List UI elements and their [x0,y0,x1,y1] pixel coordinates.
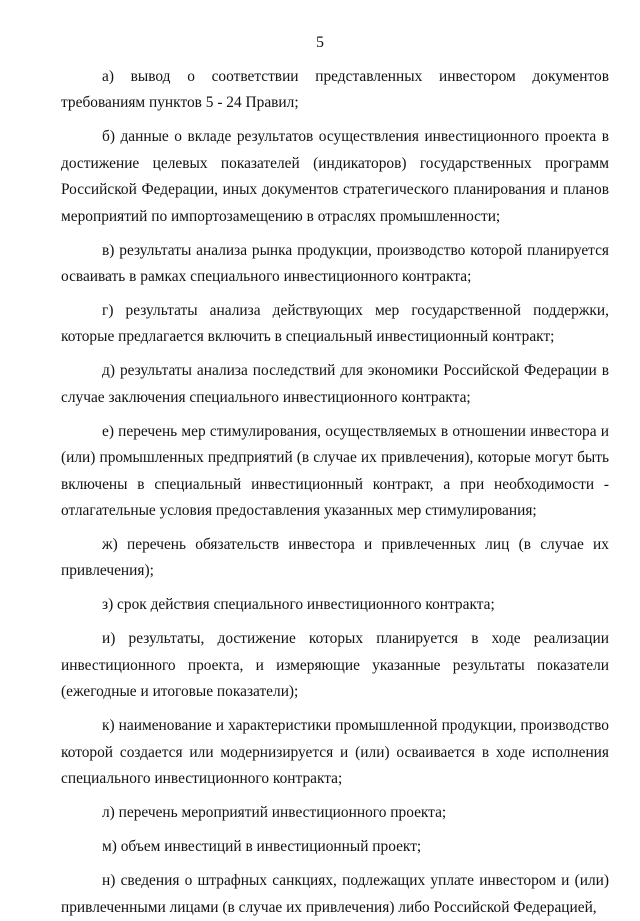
paragraph-k: к) наименование и характеристики промышленной продукции, производство которой создается или модернизируется и (или) осваивается в ходе исполнения специального инвестиционного контракта; [61,717,609,788]
page-number: 5 [316,34,324,51]
paragraph-d: д) результаты анализа последствий для экономики Российской Федерации в случае заключения специального инвестиционного контракта; [61,362,609,406]
paragraph-g: г) результаты анализа действующих мер государственной поддержки, которые предлагается включить в специальный инвестиционный контракт; [61,302,609,346]
paragraph-v: в) результаты анализа рынка продукции, производство которой планируется осваивать в рамках специального инвестиционного контракта; [61,241,609,286]
paragraph-l: л) перечень мероприятий инвестиционного проекта; [102,804,447,822]
paragraph-e: е) перечень мер стимулирования, осуществляемых в отношении инвестора и (или) промышленных предприятий (в случае их привлечения), которые могут быть включены в специальный инвестиционный контракт, а при необходимости - отлагательные условия предоставления указанных мер стимулирования; [61,422,609,520]
paragraph-a: а) вывод о соответствии представленных инвестором документов требованиям пунктов 5 - 24 Правил; [61,68,609,112]
paragraph-n: н) сведения о штрафных санкциях, подлежащих уплате инвестором и (или) привлеченными лицами (в случае их привлечения) либо Российской Федерацией, [61,872,609,916]
paragraph-z: з) срок действия специального инвестиционного контракта; [102,596,495,614]
paragraph-zh: ж) перечень обязательств инвестора и привлеченных лиц (в случае их привлечения); [61,536,609,580]
paragraph-i: и) результаты, достижение которых планируется в ходе реализации инвестиционного проекта, и измеряющие указанные результаты показатели (ежегодные и итоговые показатели); [61,630,609,701]
paragraph-m: м) объем инвестиций в инвестиционный проект; [102,838,422,856]
document-body [61,64,609,921]
paragraph-b: б) данные о вкладе результатов осуществления инвестиционного проекта в достижение целевых показателей (индикаторов) государственных программ Российской Федерации, иных документов стратегического планирования и планов мероприятий по импортозамещению в отраслях промышленности; [61,128,609,225]
